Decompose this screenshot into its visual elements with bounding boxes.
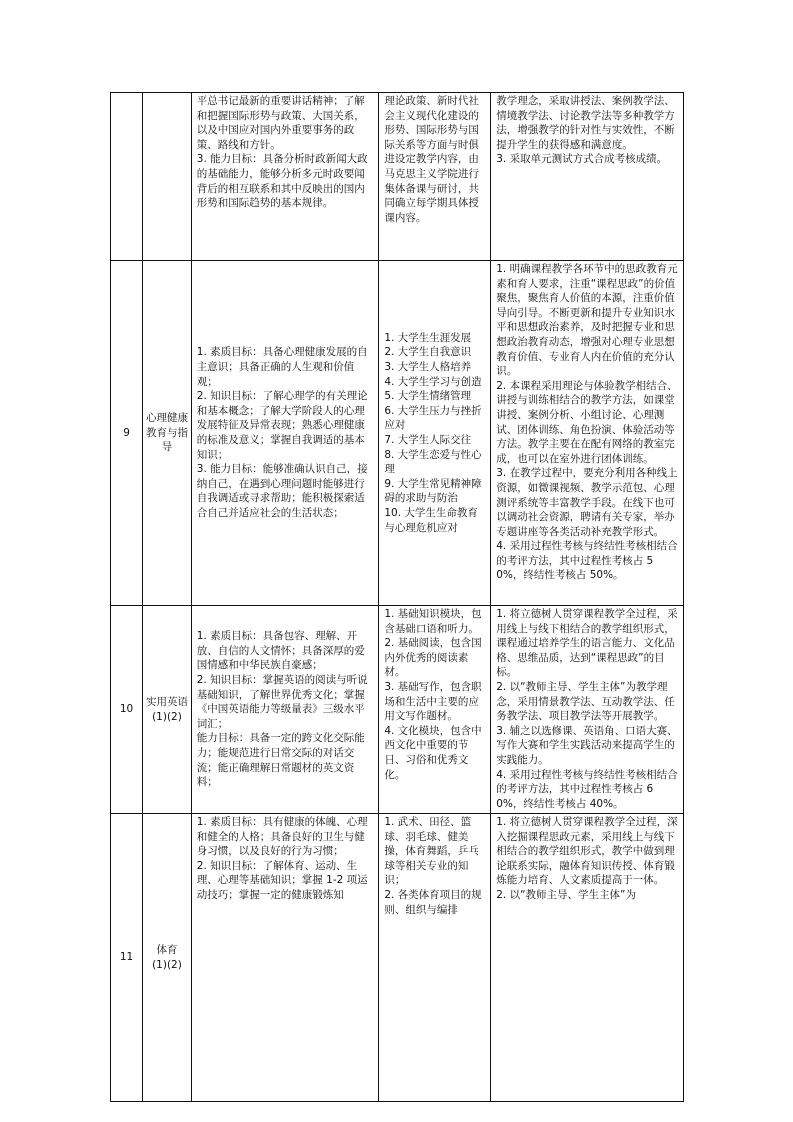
row-number [111, 93, 143, 261]
course-name: 体育 (1)(2) [143, 814, 192, 1102]
course-content: 1. 大学生生涯发展 2. 大学生自我意识 3. 大学生人格培养 4. 大学生学习与创造 5. 大学生情绪管理 6. 大学生压力与挫折应对 7. 大学生人际交往 8. 大学生恋爱与性心理 9. 大学生常见精神障碍的求助与防治 10. 大学生生命教育与心理危机应对 [379, 261, 491, 606]
course-goals: 1. 素质目标：具有健康的体魄、心理和健全的人格；具备良好的卫生与健身习惯，以及良好的行为习惯； 2. 知识目标：了解体育、运动、生理、心理等基础知识；掌握 1-2 项运动技巧；掌握一定的健康锻炼知 [191, 814, 379, 1102]
table-row [111, 261, 684, 606]
course-table [110, 92, 684, 1102]
course-name: 心理健康教育与指导 [143, 261, 192, 606]
teaching-methods: 1. 明确课程教学各环节中的思政教育元素和育人要求，注重“课程思政”的价值聚焦，聚焦育人价值的本源，注重价值导向引导。不断更新和提升专业知识水平和思想政治素养，及时把握专业和思想政治教育动态，增强对心理专业思想教育价值、专业育人内在价值的充分认识。 2. 本课程采用理论与体验教学相结合、讲授与训练相结合的教学方法，如课堂讲授、案例分析、小组讨论、心理测试、团体训练、角色扮演、体验活动等方法。教学主要在在配有网络的教室完成，也可以在室外进行团体训练。 3. 在教学过程中，要充分利用各种线上资源，如微课视频、教学示范包、心理测评系统等丰富教学手段。在线下也可以调动社会资源，聘请有关专家，举办专题讲座等各类活动补充教学形式。 4. 采用过程性考核与终结性考核相结合的考评方法，其中过程性考核占 50%，终结性考核占 50%。 [491, 261, 684, 606]
course-name: 实用英语 (1)(2) [143, 606, 192, 814]
table-row [111, 606, 684, 814]
row-number: 10 [111, 606, 143, 814]
course-name [143, 93, 192, 261]
teaching-methods: 教学理念，采取讲授法、案例教学法、情境教学法、讨论教学法等多种教学方法，增强教学的针对性与实效性，不断提升学生的获得感和满意度。 3. 采取单元测试方式合成考核成绩。 [491, 93, 684, 261]
course-goals: 平总书记最新的重要讲话精神；了解和把握国际形势与政策、大国关系，以及中国应对国内外重要事务的政策、路线和方针。 3. 能力目标：具备分析时政新闻大政的基础能力，能够分析多元时政要闻背后的相互联系和其中反映出的国内形势和国际趋势的基本规律。 [191, 93, 379, 261]
row-number: 11 [111, 814, 143, 1102]
course-content: 1. 武术、田径、篮球、羽毛球、健美操，体育舞蹈，乒乓球等相关专业的知识； 2. 各类体育项目的规则、组织与编排 [379, 814, 491, 1102]
course-goals: 1. 素质目标：具备心理健康发展的自主意识；具备正确的人生观和价值观； 2. 知识目标：了解心理学的有关理论和基本概念；了解大学阶段人的心理发展特征及异常表现；熟悉心理健康的标准及意义；掌握自我调适的基本知识； 3. 能力目标：能够准确认识自己，接纳自己，在遇到心理问题时能够进行自我调适或寻求帮助；能积极探索适合自己并适应社会的生活状态； [191, 261, 379, 606]
teaching-methods: 1. 将立德树人贯穿课程教学全过程，采用线上与线下相结合的教学组织形式，课程通过培养学生的语言能力、文化品格、思维品质，达到“课程思政”的目标。 2. 以“教师主导、学生主体”为教学理念，采用情景教学法、互动教学法、任务教学法、项目教学法等开展教学。 3. 辅之以选修课、英语角、口语大赛、写作大赛和学生实践活动来提高学生的实践能力。 4. 采用过程性考核与终结性考核相结合的考评方法，其中过程性考核占 60%，终结性考核占 40%。 [491, 606, 684, 814]
table-row [111, 93, 684, 261]
course-content: 1. 基础知识模块，包含基础口语和听力。 2. 基础阅读，包含国内外优秀的阅读素材。 3. 基础写作，包含职场和生活中主要的应用文写作题材。 4. 文化模块，包含中西文化中重要的节日、习俗和优秀文化。 [379, 606, 491, 814]
teaching-methods: 1. 将立德树人贯穿课程教学全过程，深入挖掘课程思政元素，采用线上与线下相结合的教学组织形式，教学中做到理论联系实际，融体育知识传授、体育锻炼能力培育、人文素质提高于一体。 2. 以“教师主导、学生主体”为 [491, 814, 684, 1102]
course-content: 理论政策、新时代社会主义现代化建设的形势、国际形势与国际关系等方面与时俱进设定教学内容，由马克思主义学院进行集体备课与研讨，共同确立每学期具体授课内容。 [379, 93, 491, 261]
course-goals: 1. 素质目标：具备包容、理解、开放、自信的人文情怀；具备深厚的爱国情感和中华民族自豪感； 2. 知识目标：掌握英语的阅读与听说基础知识，了解世界优秀文化；掌握《中国英语能力等级量表》三级水平词汇； 能力目标：具备一定的跨文化交际能力；能规范进行日常交际的对话交流；能正确理解日常题材的英文资料； [191, 606, 379, 814]
table-row [111, 814, 684, 1102]
row-number: 9 [111, 261, 143, 606]
